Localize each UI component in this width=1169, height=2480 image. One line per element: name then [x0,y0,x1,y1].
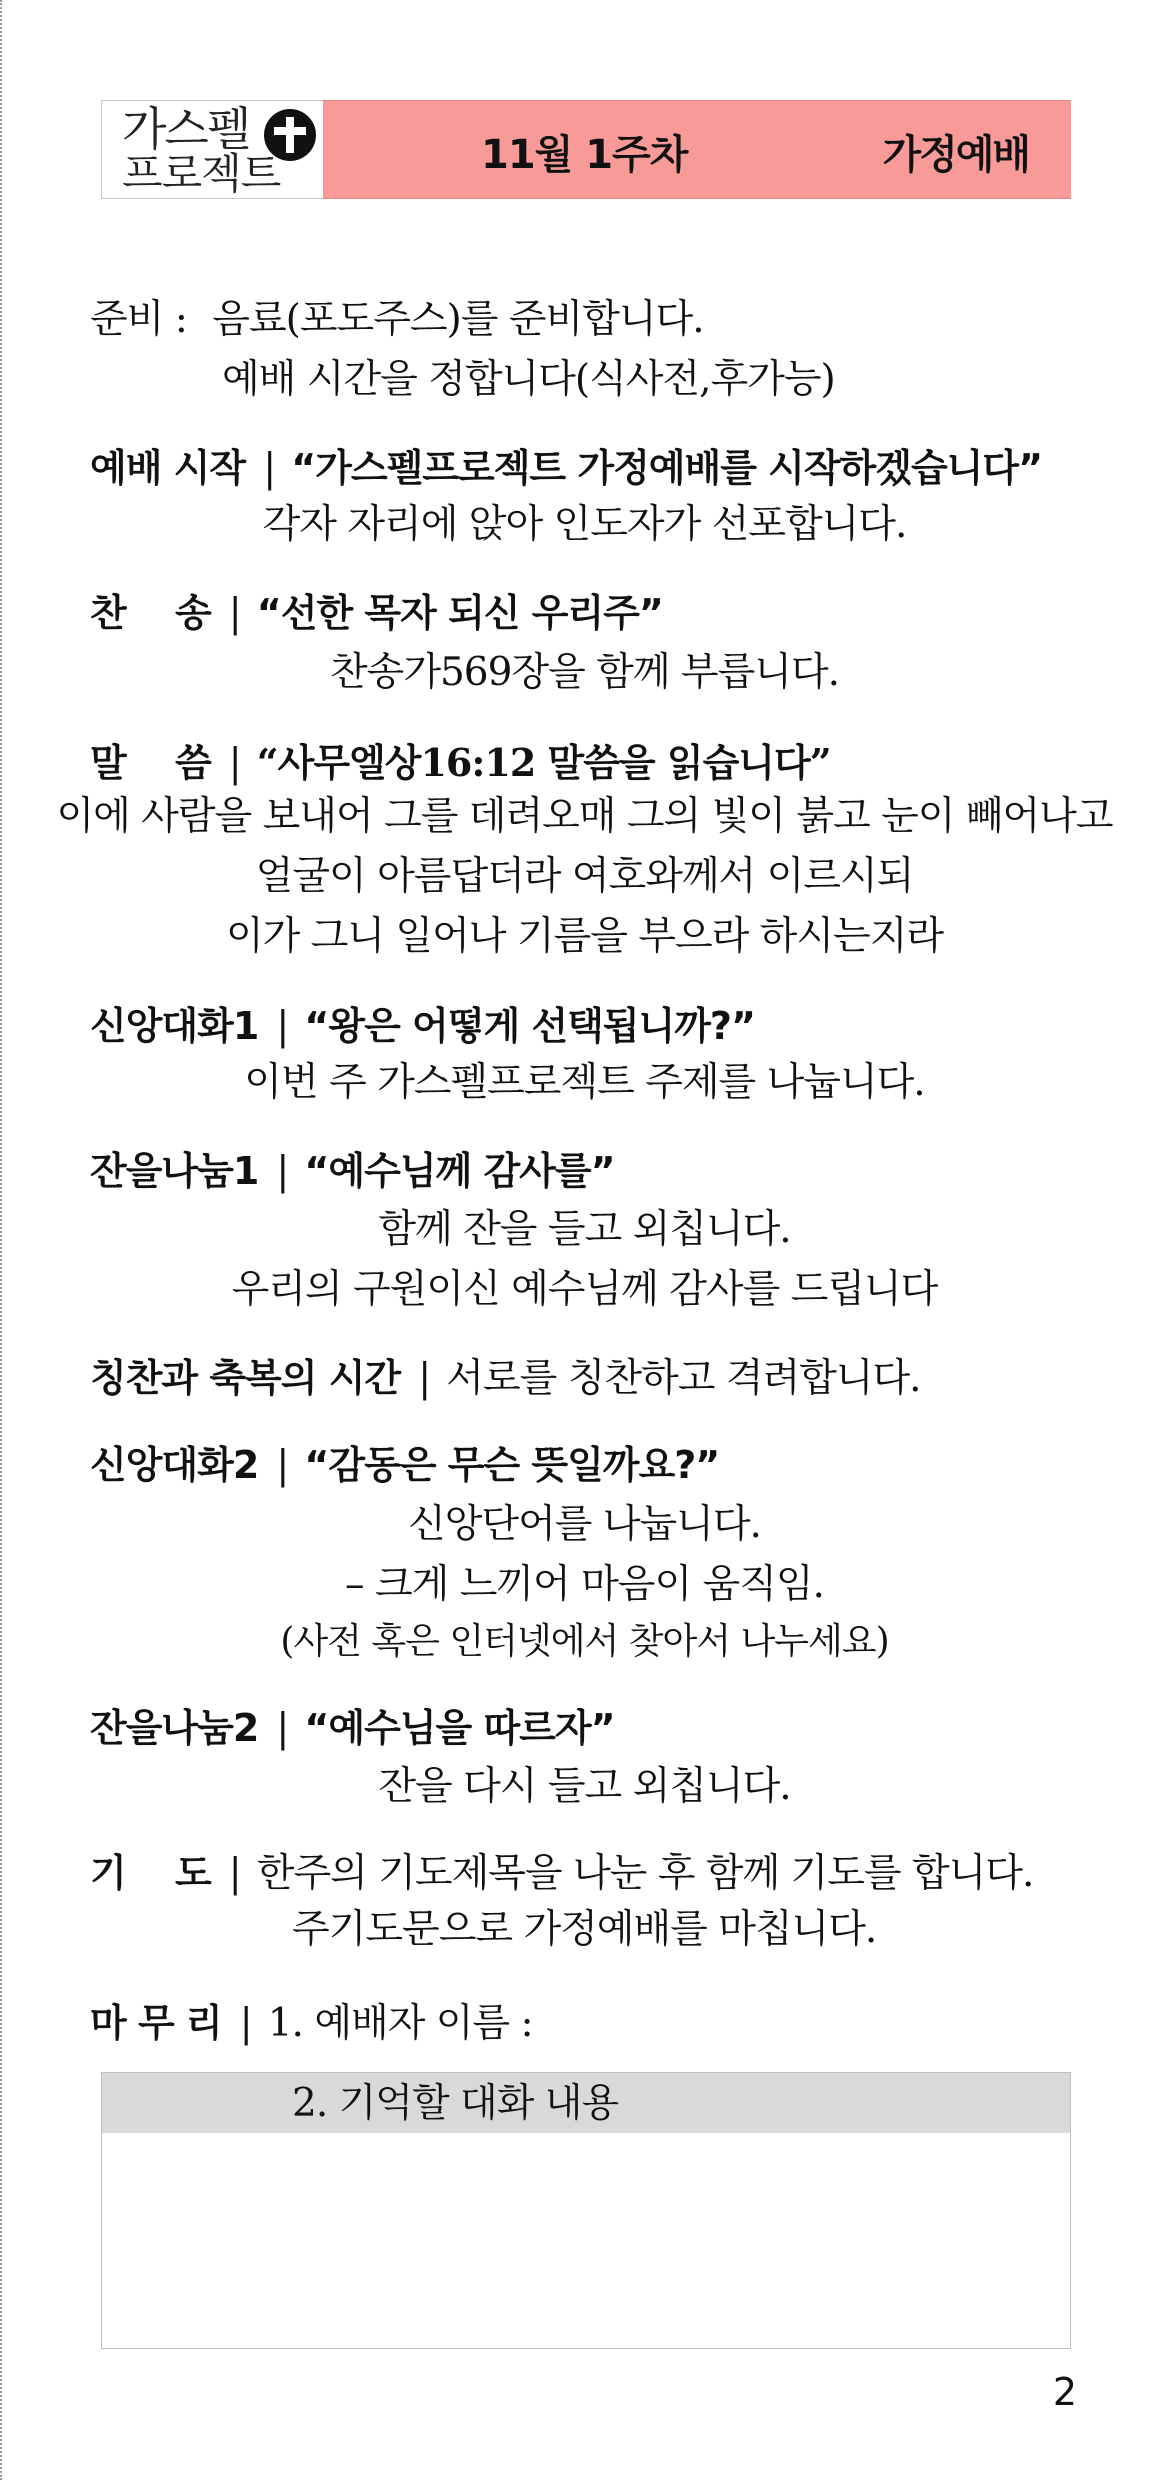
separator: | [239,2001,252,2046]
page-number: 2 [1052,2370,1077,2414]
section-cup1-line-1: 함께 잔을 들고 외칩니다. [378,1207,791,1252]
section-word-heading [90,735,831,792]
section-talk2-line-1: 신앙단어를 나눕니다. [408,1502,761,1547]
section-prayer-line: 주기도문으로 가정예배를 마칩니다. [292,1907,877,1952]
worship-kind-label: 가정예배 [882,132,1029,178]
section-cup1-heading [90,1143,615,1200]
separator: | [228,591,241,636]
page-header [101,100,1071,201]
header-title-band [323,100,1071,199]
memo-header-label: 2. 기억할 대화 내용 [292,2081,619,2126]
section-hymn-heading [90,585,663,642]
section-cup2-label: 잔을나눔2 [90,1706,259,1750]
logo-text-bottom: 프로젝트 [122,149,281,198]
section-start-heading [90,440,1042,497]
section-word-line-1: 이에 사람을 보내어 그를 데려오매 그의 빛이 붉고 눈이 빼어나고 [56,794,1113,839]
section-start-line: 각자 자리에 앉아 인도자가 선포합니다. [262,502,907,547]
section-talk2-heading [90,1437,719,1494]
section-start-title: “가스펠프로젝트 가정예배를 시작하겠습니다” [291,446,1043,490]
section-cup2-line: 잔을 다시 들고 외칩니다. [378,1764,791,1809]
separator: | [276,1004,289,1049]
section-talk1-heading [90,998,755,1055]
separator: | [276,1149,289,1194]
separator: | [263,446,276,491]
section-cup1-line-2: 우리의 구원이신 예수님께 감사를 드립니다 [231,1267,938,1312]
section-prayer-label: 기 도 [90,1851,211,1895]
section-cup1-label: 잔을나눔1 [90,1149,259,1193]
worshipper-name-field[interactable]: 1. 예배자 이름 : [267,2001,533,2046]
separator: | [228,741,241,786]
logo-text-top: 가스펠 [122,102,250,156]
separator: | [228,1851,241,1896]
section-hymn-title: “선한 목자 되신 우리주” [256,591,663,635]
section-word-line-3: 이가 그니 일어나 기름을 부으라 하시는지라 [225,914,944,959]
section-talk2-line-2: – 크게 느끼어 마음이 움직임. [345,1562,824,1607]
section-cup2-heading [90,1700,615,1757]
prep-line-1 [90,295,704,345]
section-hymn-label: 찬 송 [90,591,211,635]
prep-text-1: 음료(포도주스)를 준비합니다. [212,297,704,342]
separator: | [276,1706,289,1751]
week-label: 11월 1주차 [481,132,688,178]
section-praise-text: 서로를 칭찬하고 격려합니다. [446,1356,921,1401]
section-talk2-line-3: (사전 혹은 인터넷에서 찾아서 나누세요) [280,1621,889,1662]
section-cup2-title: “예수님을 따르자” [304,1706,615,1750]
separator: | [276,1443,289,1488]
section-closing-label: 마 무 리 [90,2001,222,2045]
section-cup1-title: “예수님께 감사를” [304,1149,615,1193]
section-praise-label: 칭찬과 축복의 시간 [90,1356,401,1400]
section-word-title: “사무엘상16:12 말씀을 읽습니다” [256,740,831,785]
prep-text-2: 예배 시간을 정합니다(식사전,후가능) [222,357,835,402]
memo-header [102,2073,1070,2133]
section-talk1-title: “왕은 어떻게 선택됩니까?” [304,1004,755,1048]
section-talk2-label: 신앙대화2 [90,1443,259,1487]
section-prayer-text: 한주의 기도제목을 나눈 후 함께 기도를 합니다. [256,1851,1034,1896]
section-hymn-line: 찬송가569장을 함께 부릅니다. [329,650,840,695]
section-start-label: 예배 시작 [90,446,246,490]
separator: | [418,1356,431,1401]
section-talk2-title: “감동은 무슨 뜻일까요?” [304,1443,720,1487]
section-word-label: 말 씀 [90,741,211,785]
memo-writing-area[interactable] [102,2133,1070,2348]
section-talk1-line: 이번 주 가스펠프로젝트 주제를 나눕니다. [244,1060,925,1105]
memo-box [101,2072,1071,2349]
section-prayer-heading [90,1845,1033,1902]
section-closing-heading [90,1995,533,2052]
section-praise-heading [90,1350,921,1407]
section-word-line-2: 얼굴이 아름답더라 여호와께서 이르시되 [255,854,914,899]
prep-label: 준비 : [90,297,187,342]
gospel-project-logo [101,100,323,199]
section-talk1-label: 신앙대화1 [90,1004,259,1048]
